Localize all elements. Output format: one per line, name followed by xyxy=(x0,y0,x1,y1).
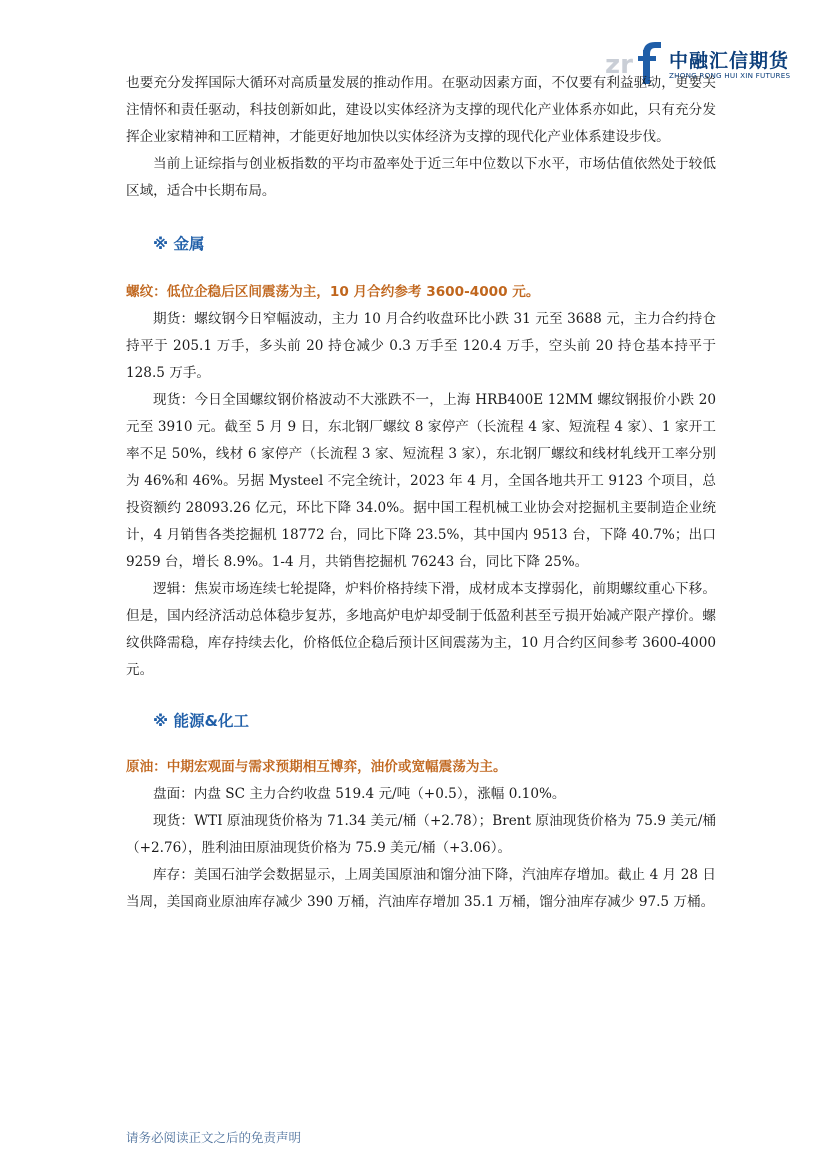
section-title-metals: ※ 金属 xyxy=(153,235,205,253)
document-body xyxy=(126,70,716,916)
spacer xyxy=(126,734,716,754)
spacer xyxy=(126,684,716,708)
rebar-spot-paragraph: 现货：今日全国螺纹钢价格波动不大涨跌不一，上海 HRB400E 12MM 螺纹钢报价小跌 20 元至 3910 元。截至 5 月 9 日，东北钢厂螺纹 8 家停产（长流程 4 家、短流程 4 家）、1 家开工率不足 50%，线材 6 家停产（长流程 3 家、短流程 3 家），东北钢厂螺纹和线材轧线开工率分别为 46%和 46%。另据 Mysteel 不完全统计，2023 年 4 月，全国各地共开工 9123 个项目，总投资额约 28093.26 亿元，环比下降 34.0%。据中国工程机械工业协会对挖掘机主要制造企业统计，4 月销售各类挖掘机 18772 台，同比下降 23.5%，其中国内 9513 台，下降 40.7%；出口 9259 台，增长 8.9%。1-4 月，共销售挖掘机 76243 台，同比下降 25%。 xyxy=(126,392,716,570)
intro-paragraph-2: 当前上证综指与创业板指数的平均市盈率处于近三年中位数以下水平，市场估值依然处于较低区域，适合中长期布局。 xyxy=(126,156,716,199)
intro-paragraph-1: 也要充分发挥国际大循环对高质量发展的推动作用。在驱动因素方面，不仅要有利益驱动，更要关注情怀和责任驱动，科技创新如此，建设以实体经济为支撑的现代化产业体系亦如此，只有充分发挥企业家精神和工匠精神，才能更好地加快以实体经济为支撑的现代化产业体系建设步伐。 xyxy=(126,75,716,145)
rebar-futures-paragraph: 期货：螺纹钢今日窄幅波动，主力 10 月合约收盘环比小跌 31 元至 3688 元，主力合约持仓持平于 205.1 万手，多头前 20 持仓减少 0.3 万手至 120.4 万手，空头前 20 持仓基本持平于 128.5 万手。 xyxy=(126,311,716,381)
section-title-energy: ※ 能源&化工 xyxy=(153,712,249,730)
spacer xyxy=(126,257,716,279)
svg-text:zr: zr xyxy=(605,50,633,80)
crude-spot-paragraph: 现货：WTI 原油现货价格为 71.34 美元/桶（+2.78）；Brent 原油现货价格为 75.9 美元/桶（+2.76），胜利油田原油现货价格为 75.9 美元/桶（+3.06）。 xyxy=(126,813,716,856)
crude-inventory-paragraph: 库存：美国石油学会数据显示，上周美国原油和馏分油下降，汽油库存增加。截止 4 月 28 日当周，美国商业原油库存减少 390 万桶，汽油库存增加 35.1 万桶，馏分油库存减少 97.5 万桶。 xyxy=(126,867,716,910)
crude-title: 原油：中期宏观面与需求预期相互博弈，油价或宽幅震荡为主。 xyxy=(126,759,507,775)
logo-english-name: ZHONG RONG HUI XIN FUTURES xyxy=(669,71,791,80)
spacer xyxy=(126,205,716,231)
footer-disclaimer: 请务必阅读正文之后的免责声明 xyxy=(126,1130,302,1145)
logo-chinese-name: 中融汇信期货 xyxy=(669,50,790,72)
rebar-title: 螺纹：低位企稳后区间震荡为主，10 月合约参考 3600-4000 元。 xyxy=(126,284,540,300)
crude-board-paragraph: 盘面：内盘 SC 主力合约收盘 519.4 元/吨（+0.5），涨幅 0.10%。 xyxy=(153,786,566,802)
rebar-logic-paragraph: 逻辑：焦炭市场连续七轮提降，炉料价格持续下滑，成材成本支撑弱化，前期螺纹重心下移。但是，国内经济活动总体稳步复苏，多地高炉电炉却受制于低盈利甚至亏损开始减产限产撑价。螺纹供降需稳，库存持续去化，价格低位企稳后预计区间震荡为主，10 月合约区间参考 3600-4000 元。 xyxy=(126,581,716,678)
